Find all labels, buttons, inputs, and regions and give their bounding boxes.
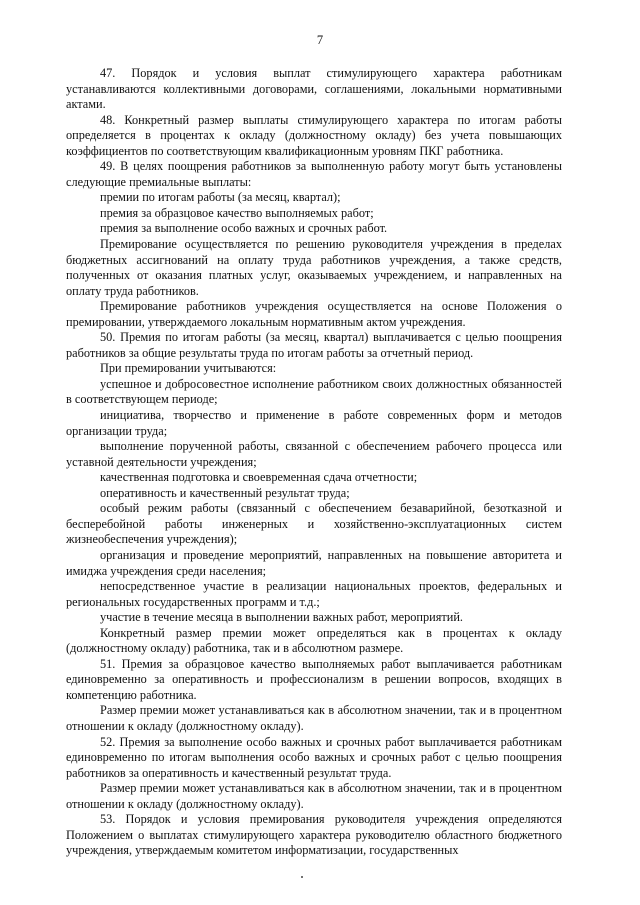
list-item-bonus-period: премии по итогам работы (за месяц, квартал); (100, 190, 341, 205)
paragraph-48: 48. Конкретный размер выплаты стимулирующего характера по итогам работы определяется в процентах к окладу (должностному окладу) без учета повышающих коэффициентов по соответствующим квалификационным уровням ПКГ работника. (66, 112, 562, 158)
criteria-item: выполнение порученной работы, связанной с обеспечением рабочего процесса или уставной деятельности учреждения; (66, 439, 562, 469)
paragraph-criteria-intro: При премировании учитываются: (100, 361, 277, 376)
page-number: 7 (316, 33, 324, 47)
paragraph-51: 51. Премия за образцовое качество выполняемых работ выплачивается работникам единовременно за оперативность и профессионализм в решении вопросов, входящих в компетенцию работника. (66, 656, 562, 702)
paragraph-bonus-amount: Конкретный размер премии может определяться как в процентах к окладу (должностному окладу) работника, так и в абсолютном размере. (66, 625, 562, 656)
paragraph-bonus-funding: Премирование осуществляется по решению руководителя учреждения в пределах бюджетных ассигнований на оплату труда работников учреждения, а также средств, полученных от оказания платных услуг, оказываемых учреждением, и направленных на оплату труда работников. (66, 237, 562, 298)
document-body (66, 66, 562, 859)
criteria-item: особый режим работы (связанный с обеспечением безаварийной, безотказной и бесперебойной работы инженерных и хозяйственно-эксплуатационных систем жизнеобеспечения учреждения); (66, 501, 562, 547)
criteria-item: качественная подготовка и своевременная сдача отчетности; (100, 470, 418, 485)
paragraph-52: 52. Премия за выполнение особо важных и срочных работ выплачивается работникам единовременно по итогам выполнения особо важных и срочных работ с целью поощрения работников за оперативность и качественный результат труда. (66, 734, 562, 780)
criteria-item: организация и проведение мероприятий, направленных на повышение авторитета и имиджа учреждения среди населения; (66, 547, 562, 578)
criteria-item: оперативность и качественный результат труда; (100, 485, 350, 500)
paragraph-52-amount: Размер премии может устанавливаться как в абсолютном значении, так и в процентном отношении к окладу (должностному окладу). (66, 781, 562, 811)
criteria-item: успешное и добросовестное исполнение работником своих должностных обязанностей в соответствующем периоде; (66, 376, 562, 407)
list-item-bonus-quality: премия за образцовое качество выполняемых работ; (100, 205, 374, 220)
paragraph-53: 53. Порядок и условия премирования руководителя учреждения определяются Положением о выплатах стимулирующего характера руководителю областного бюджетного учреждения, утверждаемым комитетом информатизации, государственных (66, 812, 562, 858)
paragraph-47: 47. Порядок и условия выплат стимулирующего характера работникам устанавливаются коллективными договорами, соглашениями, локальными нормативными актами. (66, 66, 562, 112)
criteria-item: непосредственное участие в реализации национальных проектов, федеральных и региональных государственных программ и т.д.; (66, 579, 562, 609)
criteria-item: участие в течение месяца в выполнении важных работ, мероприятий. (100, 610, 463, 625)
scan-speck (301, 876, 303, 878)
list-item-bonus-urgent: премия за выполнение особо важных и срочных работ. (100, 221, 388, 236)
paragraph-49: 49. В целях поощрения работников за выполненную работу могут быть установлены следующие премиальные выплаты: (66, 159, 562, 189)
paragraph-51-amount: Размер премии может устанавливаться как в абсолютном значении, так и в процентном отношении к окладу (должностному окладу). (66, 703, 562, 733)
paragraph-bonus-regulation: Премирование работников учреждения осуществляется на основе Положения о премировании, утверждаемого локальным нормативным актом учреждения. (66, 299, 562, 329)
criteria-item: инициатива, творчество и применение в работе современных форм и методов организации труда; (66, 408, 562, 438)
paragraph-50: 50. Премия по итогам работы (за месяц, квартал) выплачивается с целью поощрения работников за общие результаты труда по итогам работы за отчетный период. (66, 330, 562, 360)
